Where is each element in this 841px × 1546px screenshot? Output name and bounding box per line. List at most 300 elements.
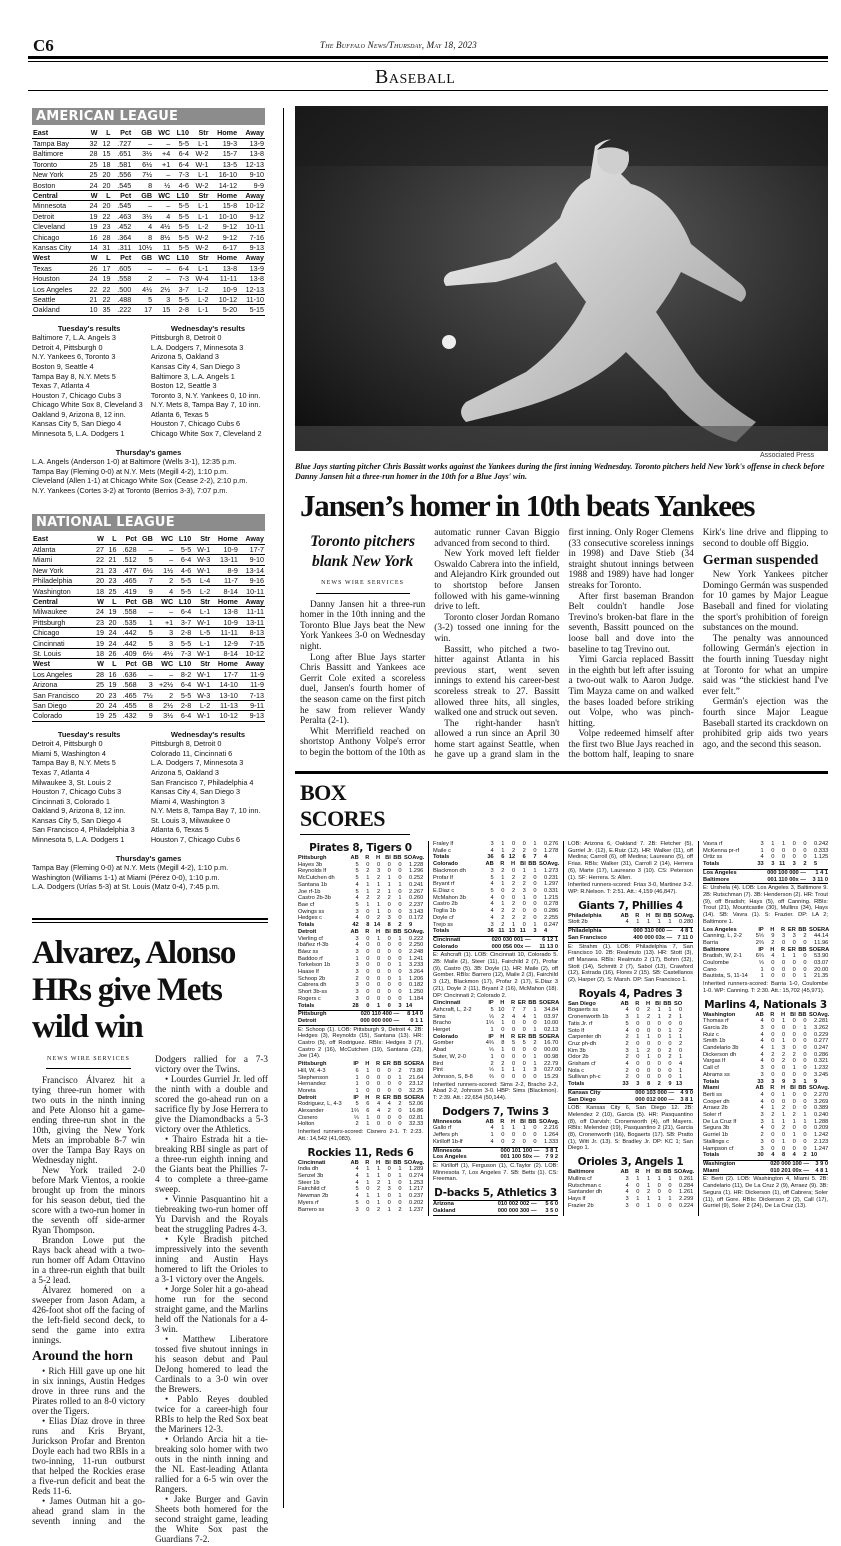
player-stat: 4 xyxy=(490,894,494,901)
player-stat: 1 xyxy=(668,1034,672,1041)
box-header-cell: Pittsburgh xyxy=(298,1061,327,1068)
standings-cell: 23 xyxy=(99,222,112,232)
player-stat: 0 xyxy=(522,1138,526,1145)
standings-cell: L-4 xyxy=(192,576,211,586)
player-stat: 0 xyxy=(636,1054,640,1061)
article-paragraph: • Jake Burger and Gavin Sheets both homered for the second straight game, leading the White Sox past the Guardians 7-2. xyxy=(155,1494,268,1544)
pitching-table xyxy=(298,1061,423,1095)
player-stat: 2.25 xyxy=(412,1087,424,1094)
player-stat: .250 xyxy=(412,942,424,949)
player-stat: 2 xyxy=(668,1054,672,1061)
game-footer: Inherited runners-scored: Barria 1-0, Coulombe 1-0. WP: Canning. T: 2:30. Att.: 15,702 (45,971). xyxy=(703,981,828,994)
player-stat: 1 xyxy=(376,881,381,888)
player-stat: 0 xyxy=(646,1074,651,1081)
player-stat: 3 xyxy=(781,1045,786,1052)
player-stat: 1 xyxy=(646,1196,651,1202)
column-header: GB xyxy=(132,190,153,200)
standings-row xyxy=(32,242,265,252)
player-stat: 0.00 xyxy=(547,1020,559,1027)
player-stat: 0 xyxy=(544,874,548,881)
player-stat: 0 xyxy=(409,1173,413,1179)
totals-cell: 3 xyxy=(792,1078,796,1085)
standings-cell: L-1 xyxy=(190,170,210,180)
linescore-cell: 020 000 100 — xyxy=(770,1161,810,1167)
player-stat: 1 xyxy=(657,1175,661,1182)
box-header-cell: BB xyxy=(393,1159,402,1166)
player-stat: .253 xyxy=(412,1179,424,1186)
player-row xyxy=(298,1115,423,1122)
player-stat: 0 xyxy=(668,1040,672,1047)
box-header-cell: Pittsburgh xyxy=(298,855,327,862)
player-stat: 0 xyxy=(409,1114,413,1121)
player-stat: 2 xyxy=(376,888,381,895)
player-stat: 1 xyxy=(544,867,548,874)
box-header-cell: IP xyxy=(758,946,764,953)
player-row xyxy=(433,1125,558,1132)
player-row xyxy=(298,962,423,969)
game-notes: E: Berti (2). LOB: Washington 4, Miami 5. 2B: Candelario (11), De La Cruz 2 (9), Arraez (9). 3B: Segura (1). HR: Dickerson (1), off Cabrera; Soler (11), off Gore. RBIs: Dickerson 2 (2), Call (17), Gurriel (9), Soler 2 (24), De La Cruz (13). xyxy=(703,1176,828,1210)
team-name: Colorado xyxy=(32,711,92,721)
article-paragraph: • Rich Hill gave up one hit in six innings, Austin Hedges drove in three runs and the Pirates rolled to an 8-0 victory over the Tigers. xyxy=(32,1366,145,1416)
player-stat: 0 xyxy=(803,1058,807,1065)
player-stat: 1 xyxy=(646,1175,651,1182)
game-title: Giants 7, Phillies 4 xyxy=(578,899,683,912)
team-name: Oakland xyxy=(32,305,86,315)
player-stat: 1 xyxy=(409,995,413,1002)
player-row xyxy=(298,1180,423,1187)
game-result: N.Y. Mets 8, Tampa Bay 7, 10 inn. xyxy=(150,806,261,816)
standings-cell: 17 xyxy=(132,305,153,315)
standings-cell: 5 xyxy=(138,555,154,565)
standings-cell: W-1 xyxy=(192,648,211,658)
player-stat: 1 xyxy=(366,1193,370,1200)
player-stat: 3 xyxy=(409,1087,413,1094)
player-stat: 1 xyxy=(668,919,672,926)
player-stat: 0 xyxy=(511,1073,516,1080)
standings-cell: .432 xyxy=(118,711,138,721)
standings-cell: W-1 xyxy=(192,711,211,721)
standings-cell: 6½ xyxy=(138,648,154,658)
player-stat: 3 xyxy=(760,841,764,848)
standings-cell: 5-20 xyxy=(210,305,239,315)
player-stat: 2 xyxy=(625,1034,629,1041)
player-row xyxy=(703,1105,828,1112)
standings-cell: 5-5 xyxy=(171,201,190,211)
totals-cell: 4 xyxy=(544,854,548,861)
player-stat: 0 xyxy=(376,1074,381,1081)
box-header-row xyxy=(298,1160,423,1167)
player-stat: Grisham cf xyxy=(568,1061,596,1068)
totals-row xyxy=(298,1003,423,1010)
standings-cell: 19 xyxy=(92,638,105,648)
player-stat: 0 xyxy=(668,1074,672,1081)
player-stat: Gallo rf xyxy=(433,1125,452,1132)
player-stat: .269 xyxy=(817,1098,829,1105)
standings-cell: L-1 xyxy=(190,305,210,315)
standings-cell: 5-5 xyxy=(171,232,190,242)
box-header-cell: Avg. xyxy=(547,861,560,868)
standings-cell: 19 xyxy=(86,211,99,221)
player-stat: 1 xyxy=(355,1074,359,1081)
player-stat: 1 xyxy=(366,1166,370,1173)
box-header-cell: Avg. xyxy=(412,1159,425,1166)
player-stat: 0 xyxy=(792,1125,796,1132)
player-stat: 2 xyxy=(646,1007,651,1014)
game-result: Miami 5, Washington 4 xyxy=(32,748,106,758)
standings-cell: .545 xyxy=(111,201,132,211)
box-header-cell: H xyxy=(500,1000,505,1007)
player-stat: 2 xyxy=(625,1040,629,1047)
thursday-games-heading: Thursday's games xyxy=(115,853,182,863)
player-stat: 0 xyxy=(533,881,537,888)
player-stat: 2 xyxy=(679,1040,683,1047)
player-stat xyxy=(682,1054,693,1061)
standings-cell: W-1 xyxy=(192,544,211,554)
box-header-cell: ER xyxy=(787,946,796,953)
box-header-cell: H xyxy=(511,861,516,868)
linescore-cell: Washington xyxy=(703,1161,736,1167)
player-stat: 4⅔ xyxy=(485,1040,494,1047)
player-stat: 3 xyxy=(625,1196,629,1202)
team-name: Baltimore xyxy=(32,149,86,159)
player-row xyxy=(433,1040,558,1047)
player-stat: 4 xyxy=(625,1027,629,1034)
player-stat: 1 xyxy=(387,881,391,888)
player-row xyxy=(433,875,558,882)
player-stat: 0 xyxy=(398,948,402,955)
standings-cell: .628 xyxy=(118,544,138,554)
player-stat: Rodriguez, L, 4-3 xyxy=(298,1101,342,1108)
player-stat: 1 xyxy=(366,901,370,908)
totals-cell: 2 xyxy=(803,1152,807,1159)
player-stat: Odor 2b xyxy=(568,1054,589,1061)
player-stat: .274 xyxy=(412,1173,424,1179)
standings-cell: .558 xyxy=(111,273,132,283)
player-stat: .143 xyxy=(412,908,424,915)
player-stat: 1 xyxy=(398,881,402,888)
standings-cell: 2 xyxy=(132,273,153,283)
player-stat: McKenna pr-rf xyxy=(703,847,740,854)
linescore-cell: 000 000 300 — xyxy=(497,1207,537,1214)
linescore-row xyxy=(568,1089,693,1096)
standings-cell: 23 xyxy=(105,576,118,586)
player-stat: 0 xyxy=(522,841,526,848)
player-row xyxy=(703,940,828,947)
player-stat: Rutschman c xyxy=(568,1182,602,1189)
player-stat: 1 xyxy=(781,1091,786,1098)
player-stat: 3 xyxy=(355,962,359,969)
standings-cell: 19 xyxy=(105,679,118,689)
standings-cell: 19 xyxy=(86,222,99,232)
column-header: WC xyxy=(154,534,174,544)
player-stat: .217 xyxy=(412,1186,424,1193)
game-result: Pittsburgh 8, Detroit 0 xyxy=(150,333,222,343)
player-stat: 0 xyxy=(771,847,775,854)
pitching-table xyxy=(298,1095,423,1129)
standings-cell: 15 xyxy=(153,305,171,315)
player-row xyxy=(433,1067,558,1074)
player-stat: 0 xyxy=(533,1138,537,1145)
column-header: L xyxy=(105,596,118,606)
player-stat: 1 xyxy=(679,1067,683,1074)
player-stat: 2.06 xyxy=(412,1101,424,1108)
player-stat: 0 xyxy=(803,1018,807,1025)
player-stat: Blackmon dh xyxy=(433,867,466,874)
player-stat: 0 xyxy=(398,969,402,976)
game-result: L.A. Dodgers 7, Minnesota 3 xyxy=(150,758,244,768)
player-stat: 0 xyxy=(366,915,370,922)
standings-cell: 15-8 xyxy=(210,201,239,211)
box-header-cell: SO xyxy=(809,1085,818,1092)
article-paragraph: New York Yankees pitcher Domingo Germán was suspended for 10 games by Major League Baseball and fined for violating the sport's prohibition of foreign substances on the mound. xyxy=(702,570,828,634)
totals-cell: Totals xyxy=(703,1078,720,1085)
standings-cell: 7-16 xyxy=(238,232,265,242)
player-stat: 0 xyxy=(803,1051,807,1058)
player-stat: .182 xyxy=(412,982,424,989)
column-header: Away xyxy=(239,659,265,669)
player-stat: 4 xyxy=(760,1031,764,1038)
player-stat: 3 xyxy=(781,933,786,940)
player-stat: 4 xyxy=(355,1166,359,1173)
player-stat: Hedges c xyxy=(298,915,323,922)
player-stat: 1 xyxy=(533,1006,537,1013)
game-result: Arizona 5, Oakland 3 xyxy=(150,352,219,362)
column-header: WC xyxy=(153,128,171,138)
player-stat: 0 xyxy=(544,1067,548,1074)
player-stat: 2 xyxy=(409,1074,413,1081)
standings-cell: .364 xyxy=(111,232,132,242)
player-stat: 3 xyxy=(376,868,381,875)
player-stat: 2 xyxy=(814,1018,818,1025)
standings-row xyxy=(32,679,265,689)
player-stat: 4 xyxy=(355,915,359,922)
standings-cell: +4 xyxy=(153,149,171,159)
player-stat: 1 xyxy=(522,894,526,901)
player-row xyxy=(433,901,558,908)
player-stat: 4 xyxy=(760,1105,764,1112)
totals-cell: 6 xyxy=(501,854,505,861)
player-stat: .237 xyxy=(412,901,424,908)
player-stat: 0 xyxy=(803,960,807,967)
player-row xyxy=(703,1139,828,1146)
player-stat: .255 xyxy=(547,914,559,921)
player-stat: 1 xyxy=(490,1053,494,1060)
player-stat: 4 xyxy=(760,1125,764,1132)
team-name: Houston xyxy=(32,273,86,283)
player-stat: 0 xyxy=(366,935,370,942)
linescore-cell: 000 310 000 — xyxy=(633,928,673,935)
box-header-cell: IP xyxy=(353,1094,359,1101)
box-header-cell: R xyxy=(365,855,370,862)
article-paragraphs xyxy=(703,570,828,750)
player-stat: 0.00 xyxy=(547,1047,559,1054)
game-result: Detroit 4, Pittsburgh 0 xyxy=(32,342,103,352)
box-header-cell: BB xyxy=(393,1061,402,1068)
standings-cell: 10-11 xyxy=(238,222,265,232)
standings-cell: 5 xyxy=(132,294,153,304)
player-stat: 1 xyxy=(409,1186,413,1193)
player-stat: 0 xyxy=(679,1175,683,1182)
player-stat: 1 xyxy=(636,919,640,926)
standings-cell: 3 xyxy=(154,638,174,648)
player-stat: Santander dh xyxy=(568,1189,603,1196)
standings-cell: L-5 xyxy=(192,628,211,638)
box-header-cell: Cincinnati xyxy=(298,1159,326,1166)
box-header-cell: H xyxy=(781,1011,786,1018)
team-name: Tampa Bay xyxy=(32,138,86,148)
player-stat: 0 xyxy=(366,969,370,976)
player-stat: 0 xyxy=(387,989,391,996)
page-number: C6 xyxy=(33,36,54,55)
player-stat: 1 xyxy=(376,908,381,915)
linescore-cell: 000 056 00x — xyxy=(491,943,531,950)
player-stat: .242 xyxy=(817,1132,829,1139)
player-stat: 0 xyxy=(544,1027,548,1034)
player-stat: 0 xyxy=(771,1024,775,1031)
game-result: Houston 7, Chicago Cubs 3 xyxy=(32,787,122,797)
player-row xyxy=(703,1052,828,1059)
standings-row xyxy=(32,211,265,221)
player-stat: Bogaerts ss xyxy=(568,1007,599,1014)
box-header-cell: R xyxy=(770,1085,775,1092)
player-stat xyxy=(682,1021,693,1028)
player-stat: 3 xyxy=(814,1071,818,1078)
player-stat: .123 xyxy=(817,1138,829,1145)
standings-cell: .463 xyxy=(111,211,132,221)
standings-cell: – xyxy=(138,607,154,617)
box-header-cell: AB xyxy=(350,855,359,862)
box-header-cell: Avg. xyxy=(817,1011,830,1018)
player-stat xyxy=(682,1074,693,1081)
player-stat: .270 xyxy=(817,1091,829,1098)
player-stat: 1 xyxy=(398,1173,402,1179)
player-stat: Pint xyxy=(433,1067,443,1074)
linescore xyxy=(298,1010,423,1025)
box-header-cell: ERA xyxy=(547,1033,560,1040)
player-row xyxy=(568,1074,693,1081)
player-stat: 4.14 xyxy=(817,933,829,940)
column-header: L10 xyxy=(171,190,190,200)
player-stat: 4 xyxy=(625,1007,629,1014)
team-name: Chicago xyxy=(32,232,86,242)
column-header: L xyxy=(99,253,112,263)
standings-cell: W-4 xyxy=(190,273,210,283)
linescore-cell: 3 8 1 xyxy=(545,1147,558,1154)
linescore-cell: 001 100 50x — xyxy=(500,1154,540,1161)
player-stat: Stallings c xyxy=(703,1138,729,1145)
player-stat: .240 xyxy=(817,1112,829,1119)
box-header-cell: R xyxy=(635,912,640,919)
linescore-row xyxy=(703,869,828,876)
player-stat: 0 xyxy=(814,960,818,967)
player-stat: 1 xyxy=(501,901,505,908)
article-paragraph: New York trailed 2-0 before Mark Vientos, a rookie brought up from the minors for his season debut, tied the score with a two-run homer in the seventh off side-armer Ryan Thompson. xyxy=(32,1165,145,1235)
player-stat: 4 xyxy=(511,1013,516,1020)
player-stat: 0 xyxy=(792,966,796,973)
player-stat: 2 xyxy=(544,1060,548,1067)
player-stat: 0 xyxy=(511,1132,516,1139)
totals-cell: 2 xyxy=(657,1081,661,1088)
player-stat: 0 xyxy=(792,1038,796,1045)
standings-cell: 7½ xyxy=(132,170,153,180)
standings-cell: 8 xyxy=(138,700,154,710)
team-name: Pittsburgh xyxy=(32,617,92,627)
division-header-row xyxy=(32,253,265,263)
player-row xyxy=(703,1032,828,1039)
player-stat: Newman 2b xyxy=(298,1193,329,1200)
standings-cell: 9-10 xyxy=(238,170,265,180)
player-stat: 0 xyxy=(387,1114,391,1121)
article-paragraph: Yimi Garcia replaced Bassitt in the eighth but left after issuing a two-out walk to Aaron Judge. Tim Mayza came on and walked the bases loaded before striking out Volpe, who was pinch-hitting. xyxy=(568,655,694,729)
standings-cell: 28 xyxy=(99,232,112,242)
linescore-cell: 3 5 0 xyxy=(545,1207,558,1214)
game-result: Houston 7, Chicago Cubs 3 xyxy=(32,390,122,400)
player-row xyxy=(298,1207,423,1214)
column-header: W xyxy=(86,128,99,138)
player-stat: 1 xyxy=(646,1182,651,1189)
box-header-row xyxy=(433,1000,558,1007)
player-stat: 0 xyxy=(501,887,505,894)
player-stat: 0 xyxy=(533,901,537,908)
box-header-cell: H xyxy=(365,1094,370,1101)
player-stat: 3.07 xyxy=(817,960,829,967)
player-stat: .286 xyxy=(547,908,559,915)
player-stat: 7 xyxy=(522,1006,526,1013)
player-stat: .289 xyxy=(412,1166,424,1173)
division-header-row xyxy=(32,659,265,669)
player-stat: 5 xyxy=(490,874,494,881)
standings-table xyxy=(32,534,265,722)
player-stat: Abad xyxy=(433,1047,447,1054)
totals-cell: Totals xyxy=(298,1002,315,1009)
player-stat: 3 xyxy=(355,948,359,955)
player-stat: Santana 1b xyxy=(298,881,328,888)
player-stat: 0 xyxy=(366,1074,370,1081)
totals-cell: 9 xyxy=(409,922,413,929)
player-stat: 7 xyxy=(511,1006,516,1013)
player-stat: 5 xyxy=(355,1199,359,1206)
box-header-cell: Los Angeles xyxy=(703,926,737,933)
player-stat: 1 xyxy=(366,881,370,888)
player-stat: 0 xyxy=(814,1031,818,1038)
player-stat: 1 xyxy=(501,874,505,881)
box-header-cell: BB xyxy=(393,1094,402,1101)
box-header-cell: BB xyxy=(393,855,402,862)
player-stat: 5 xyxy=(355,1101,359,1108)
player-stat: 1 xyxy=(636,1014,640,1021)
player-row xyxy=(703,1072,828,1079)
standings-row xyxy=(32,305,265,315)
standings-cell: – xyxy=(153,170,171,180)
player-stat: 5 xyxy=(522,1040,526,1047)
player-stat: 0 xyxy=(636,1007,640,1014)
player-stat: 4 xyxy=(490,1138,494,1145)
player-stat: 2 xyxy=(376,1186,381,1193)
scheduled-game: N.Y. Yankees (Cortes 3-2) at Toronto (Berrios 3-3), 7:07 p.m. xyxy=(32,486,228,496)
linescore-row xyxy=(433,1154,558,1161)
totals-cell: 8 xyxy=(387,922,391,929)
article-subhead: Around the horn xyxy=(32,1349,133,1364)
player-stat: 3 xyxy=(490,867,494,874)
player-stat: 0 xyxy=(792,1024,796,1031)
player-stat: 3 xyxy=(760,1065,764,1072)
player-row xyxy=(568,1061,693,1068)
player-stat: 0 xyxy=(533,1047,537,1054)
linescore-cell: 3 11 0 xyxy=(812,876,828,883)
player-stat: 0.98 xyxy=(547,1053,559,1060)
player-stat: 0 xyxy=(636,1202,640,1209)
player-stat: 1 xyxy=(366,1114,370,1121)
